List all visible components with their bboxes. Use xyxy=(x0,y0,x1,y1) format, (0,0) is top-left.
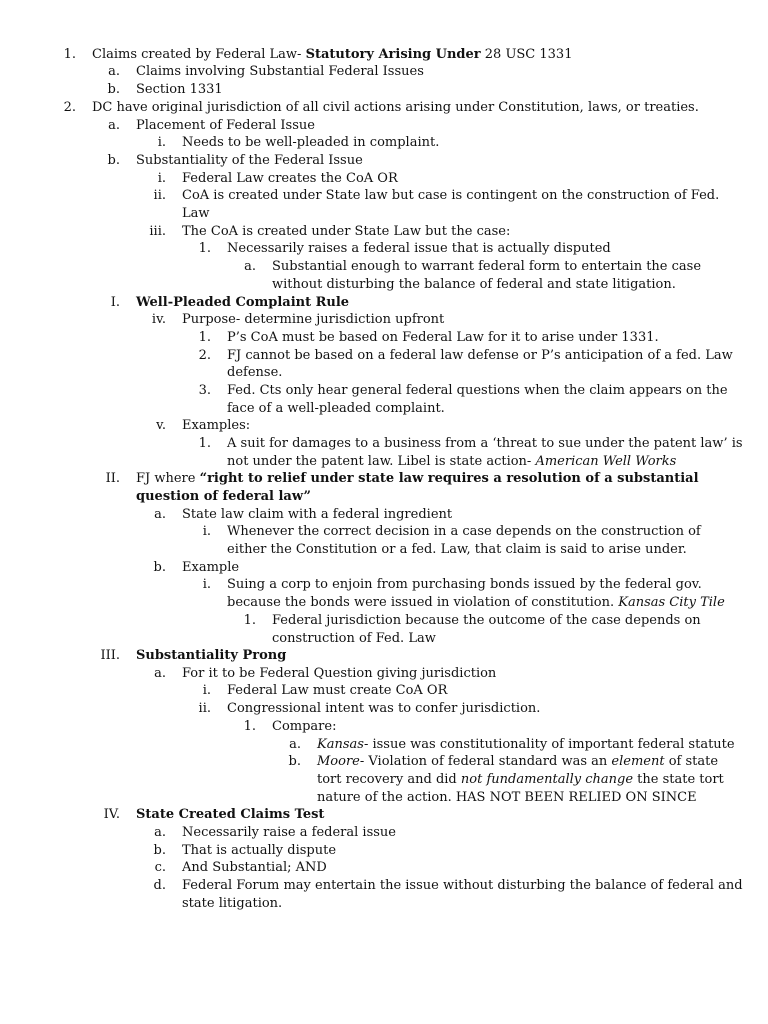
outline-item xyxy=(154,665,497,683)
outline-marker: i. xyxy=(157,171,166,186)
outline-text: American Well Works xyxy=(535,454,677,469)
outline-item-continuation xyxy=(227,541,687,559)
outline-item-continuation xyxy=(317,789,697,807)
outline-text: Example xyxy=(182,560,240,575)
outline-text: Federal jurisdiction because the outcome of the case depends on xyxy=(272,613,701,628)
outline-marker: 1. xyxy=(243,613,256,628)
outline-marker: 1. xyxy=(243,719,256,734)
outline-item xyxy=(110,294,350,312)
outline-item xyxy=(153,842,337,860)
outline-text: FJ where xyxy=(136,471,200,486)
outline-item xyxy=(202,576,702,594)
outline-text: Section 1331 xyxy=(136,82,223,97)
outline-text: without disturbing the balance of federal and state litigation. xyxy=(272,277,676,292)
outline-item-continuation xyxy=(227,453,676,471)
outline-item xyxy=(151,311,445,329)
outline-item xyxy=(63,46,573,64)
outline-text: Statutory Arising Under xyxy=(305,47,481,62)
outline-marker: a. xyxy=(154,666,166,681)
outline-marker: I. xyxy=(110,295,120,310)
outline-marker: v. xyxy=(156,418,166,433)
outline-text: State Created Claims Test xyxy=(136,807,325,822)
outline-marker: i. xyxy=(202,683,211,698)
outline-item xyxy=(108,63,424,81)
outline-marker: II. xyxy=(105,471,120,486)
outline-item-continuation xyxy=(182,205,210,223)
outline-item xyxy=(105,470,699,488)
outline-text: Substantiality Prong xyxy=(136,648,287,663)
outline-marker: i. xyxy=(202,577,211,592)
outline-text: - issue was constitutionality of important federal statute xyxy=(363,737,735,752)
outline-text: because the bonds were issued in violation of constitution. xyxy=(227,595,619,610)
outline-marker: 3. xyxy=(198,383,211,398)
outline-marker: ii. xyxy=(153,188,166,203)
outline-item xyxy=(153,187,720,205)
outline-item xyxy=(244,258,702,276)
outline-text: Federal Forum may entertain the issue without disturbing the balance of federal and xyxy=(182,878,743,893)
outline-text: Congressional intent was to confer jurisdiction. xyxy=(227,701,541,716)
outline-text: the state tort xyxy=(633,772,724,787)
outline-text: Purpose- determine jurisdiction upfront xyxy=(182,312,445,327)
outline-text: A suit for damages to a business from a ‘threat to sue under the patent law’ is xyxy=(227,436,743,451)
outline-marker: i. xyxy=(157,135,166,150)
outline-text: Claims created by Federal Law- xyxy=(92,47,306,62)
outline-item xyxy=(154,824,396,842)
outline-text: Needs to be well-pleaded in complaint. xyxy=(182,135,440,150)
outline-text: Moore xyxy=(317,754,360,769)
outline-text: Federal Law creates the CoA OR xyxy=(182,171,398,186)
outline-item xyxy=(157,134,440,152)
outline-text: either the Constitution or a fed. Law, that claim is said to arise under. xyxy=(227,542,687,557)
outline-text: Kansas xyxy=(317,737,364,752)
outline-item xyxy=(149,223,511,241)
outline-marker: III. xyxy=(100,648,120,663)
outline-text: Whenever the correct decision in a case depends on the construction of xyxy=(227,524,701,539)
outline-marker: b. xyxy=(107,153,120,168)
outline-marker: c. xyxy=(154,860,166,875)
outline-item xyxy=(288,753,719,771)
outline-text: of state xyxy=(664,754,719,769)
outline-text: Law xyxy=(182,206,210,221)
outline-text: Necessarily raise a federal issue xyxy=(182,825,396,840)
outline-text: Placement of Federal Issue xyxy=(136,118,315,133)
outline-item xyxy=(103,806,325,824)
outline-marker: a. xyxy=(244,259,256,274)
outline-text: P’s CoA must be based on Federal Law for it to arise under 1331. xyxy=(227,330,659,345)
outline-item-continuation xyxy=(317,771,724,789)
outline-marker: 1. xyxy=(63,47,76,62)
outline-item xyxy=(154,859,327,877)
outline-marker: b. xyxy=(107,82,120,97)
outline-item xyxy=(100,647,287,665)
outline-marker: 1. xyxy=(198,330,211,345)
outline-marker: b. xyxy=(153,843,166,858)
outline-text: element xyxy=(611,754,665,769)
outline-text: Kansas City Tile xyxy=(618,595,725,610)
outline-item xyxy=(157,170,398,188)
outline-text: FJ cannot be based on a federal law defense or P’s anticipation of a fed. Law xyxy=(227,348,733,363)
outline-text: construction of Fed. Law xyxy=(272,631,436,646)
outline-item xyxy=(198,240,611,258)
outline-item-continuation xyxy=(182,895,282,913)
outline-text: Necessarily raises a federal issue that is actually disputed xyxy=(227,241,611,256)
outline-text: not fundamentally change xyxy=(460,772,634,787)
outline-text: Claims involving Substantial Federal Issues xyxy=(136,64,424,79)
outline-text: CoA is created under State law but case is contingent on the construction of Fed. xyxy=(182,188,720,203)
outline-text: tort recovery and did xyxy=(317,772,461,787)
outline-marker: iv. xyxy=(151,312,166,327)
outline-text: The CoA is created under State Law but the case: xyxy=(182,224,511,239)
outline-text: And Substantial; AND xyxy=(182,860,327,875)
outline-item xyxy=(153,559,240,577)
outline-text: - Violation of federal standard was an xyxy=(359,754,612,769)
outline-text: “right to relief under state law requires a resolution of a substantial xyxy=(199,471,699,486)
outline-item xyxy=(198,700,541,718)
outline-text: Federal Law must create CoA OR xyxy=(227,683,448,698)
outline-item xyxy=(154,506,453,524)
outline-marker: b. xyxy=(288,754,301,769)
outline-text: For it to be Federal Question giving jurisdiction xyxy=(182,666,497,681)
outline-item xyxy=(243,718,337,736)
outline-text: 28 USC 1331 xyxy=(480,47,573,62)
outline-marker: iii. xyxy=(149,224,166,239)
outline-marker: d. xyxy=(153,878,166,893)
outline-item-continuation xyxy=(272,276,676,294)
outline-text: DC have original jurisdiction of all civil actions arising under Constitution, laws, or treaties. xyxy=(92,100,699,115)
outline-item xyxy=(243,612,701,630)
outline-text: That is actually dispute xyxy=(182,843,337,858)
outline-text: not under the patent law. Libel is state action- xyxy=(227,454,536,469)
outline-marker: 1. xyxy=(198,436,211,451)
outline-item-continuation xyxy=(227,594,725,612)
outline-text: Well-Pleaded Complaint Rule xyxy=(136,295,350,310)
outline-text: Substantiality of the Federal Issue xyxy=(136,153,363,168)
outline-marker: a. xyxy=(154,507,166,522)
outline-item xyxy=(63,99,699,117)
outline-item xyxy=(198,435,743,453)
outline-marker: a. xyxy=(289,737,301,752)
outline-item xyxy=(198,329,659,347)
outline-item xyxy=(153,877,743,895)
outline-marker: 1. xyxy=(198,241,211,256)
outline-item xyxy=(107,81,223,99)
outline-marker: 2. xyxy=(63,100,76,115)
outline-item xyxy=(289,736,735,754)
outline-item-continuation xyxy=(227,400,445,418)
outline-marker: ii. xyxy=(198,701,211,716)
outline-item xyxy=(202,523,701,541)
outline-marker: a. xyxy=(108,118,120,133)
outline-marker: IV. xyxy=(103,807,120,822)
outline-text: question of federal law” xyxy=(136,489,311,504)
outline-text: defense. xyxy=(227,365,283,380)
outline-item xyxy=(156,417,251,435)
outline-text: nature of the action. HAS NOT BEEN RELIED ON SINCE xyxy=(317,790,697,805)
outline-item-continuation xyxy=(227,364,282,382)
outline-text: face of a well-pleaded complaint. xyxy=(227,401,445,416)
outline-text: State law claim with a federal ingredient xyxy=(182,507,453,522)
outline-item xyxy=(202,682,448,700)
outline-marker: b. xyxy=(153,560,166,575)
outline-item xyxy=(108,117,315,135)
outline-marker: a. xyxy=(108,64,120,79)
outline-item xyxy=(198,347,733,365)
outline-text: state litigation. xyxy=(182,896,283,911)
outline-text: Substantial enough to warrant federal form to entertain the case xyxy=(272,259,702,274)
outline-item xyxy=(107,152,363,170)
outline-item-continuation xyxy=(136,488,311,506)
outline-text: Compare: xyxy=(272,719,337,734)
outline-text: Fed. Cts only hear general federal questions when the claim appears on the xyxy=(227,383,728,398)
outline-item-continuation xyxy=(272,630,436,648)
outline-text: Examples: xyxy=(182,418,251,433)
outline-marker: i. xyxy=(202,524,211,539)
outline-marker: 2. xyxy=(198,348,211,363)
outline-text: Suing a corp to enjoin from purchasing bonds issued by the federal gov. xyxy=(227,577,702,592)
outline-marker: a. xyxy=(154,825,166,840)
outline-item xyxy=(198,382,728,400)
